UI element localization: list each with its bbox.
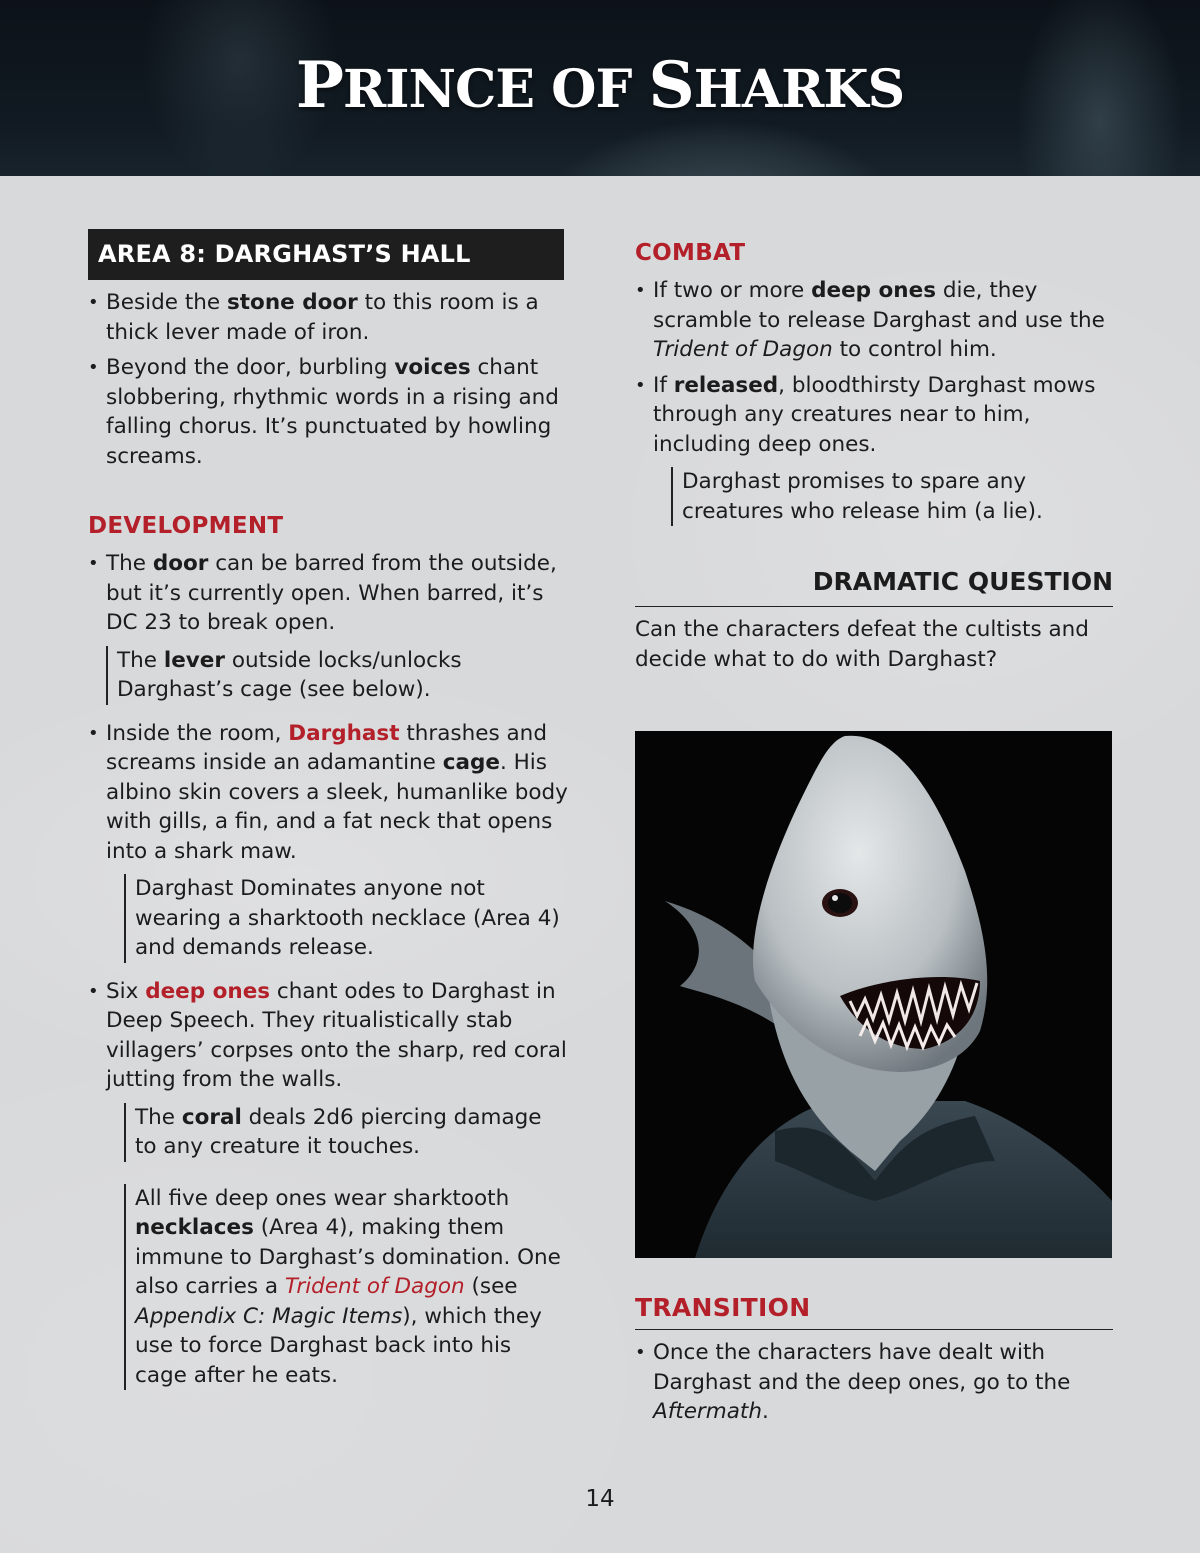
page-header <box>0 0 1200 178</box>
transition-section <box>635 1293 1113 1433</box>
note-dominate: Darghast Dominates anyone not wearing a sharktooth necklace (Area 4) and demands release. <box>124 874 568 963</box>
left-column <box>88 229 568 1404</box>
list-item: • Beyond the door, burbling voices chant slobbering, rhythmic words in a rising and falling chorus. It’s punctuated by howling screams. <box>88 353 568 471</box>
combat-heading: COMBAT <box>635 240 746 266</box>
note-lever: The lever outside locks/unlocks Darghast’s cage (see below). <box>106 646 568 705</box>
list-item: • If two or more deep ones die, they scramble to release Darghast and use the Trident of Dagon to control him. <box>635 276 1113 365</box>
list-item: • Beside the stone door to this room is a thick lever made of iron. <box>88 288 568 347</box>
darghast-portrait <box>635 731 1112 1258</box>
dramatic-question-heading: DRAMATIC QUESTION <box>635 566 1113 607</box>
transition-list <box>635 1338 1113 1427</box>
list-item: • Inside the room, Darghast thrashes and screams inside an adamantine cage. His albino skin covers a sleek, humanlike body with gills, a fin, and a fat neck that opens into a shark maw. <box>88 719 568 867</box>
transition-heading: TRANSITION <box>635 1293 1113 1330</box>
note-coral: The coral deals 2d6 piercing damage to any creature it touches. <box>124 1103 568 1162</box>
dramatic-question-text: Can the characters defeat the cultists and decide what to do with Darghast? <box>635 617 1089 672</box>
development-list-3 <box>88 977 568 1095</box>
shark-creature-image <box>635 731 1112 1258</box>
note-necklaces: All five deep ones wear sharktooth necklaces (Area 4), making them immune to Darghast’s domination. One also carries a Trident of Dagon (see Appendix C: Magic Items), which they use to force Darghast back into his cage after he eats. <box>124 1184 568 1391</box>
right-column <box>635 229 1113 674</box>
development-list-2 <box>88 719 568 867</box>
list-item: • Six deep ones chant odes to Darghast in Deep Speech. They ritualistically stab villagers’ corpses onto the sharp, red coral jutting from the walls. <box>88 977 568 1095</box>
list-item: • Once the characters have dealt with Darghast and the deep ones, go to the Aftermath. <box>635 1338 1113 1427</box>
area-banner: AREA 8: DARGHAST’S HALL <box>88 229 564 280</box>
combat-list <box>635 276 1113 459</box>
page-title: PRINCE OF SHARKS <box>295 48 905 123</box>
note-promise: Darghast promises to spare any creatures who release him (a lie). <box>671 467 1113 526</box>
list-item: • The door can be barred from the outside, but it’s currently open. When barred, it’s DC 23 to break open. <box>88 549 568 638</box>
page-number: 14 <box>585 1486 615 1512</box>
intro-list <box>88 288 568 471</box>
development-list <box>88 549 568 638</box>
development-heading: DEVELOPMENT <box>88 513 284 539</box>
list-item: • If released, bloodthirsty Darghast mows through any creatures near to him, including deep ones. <box>635 371 1113 460</box>
